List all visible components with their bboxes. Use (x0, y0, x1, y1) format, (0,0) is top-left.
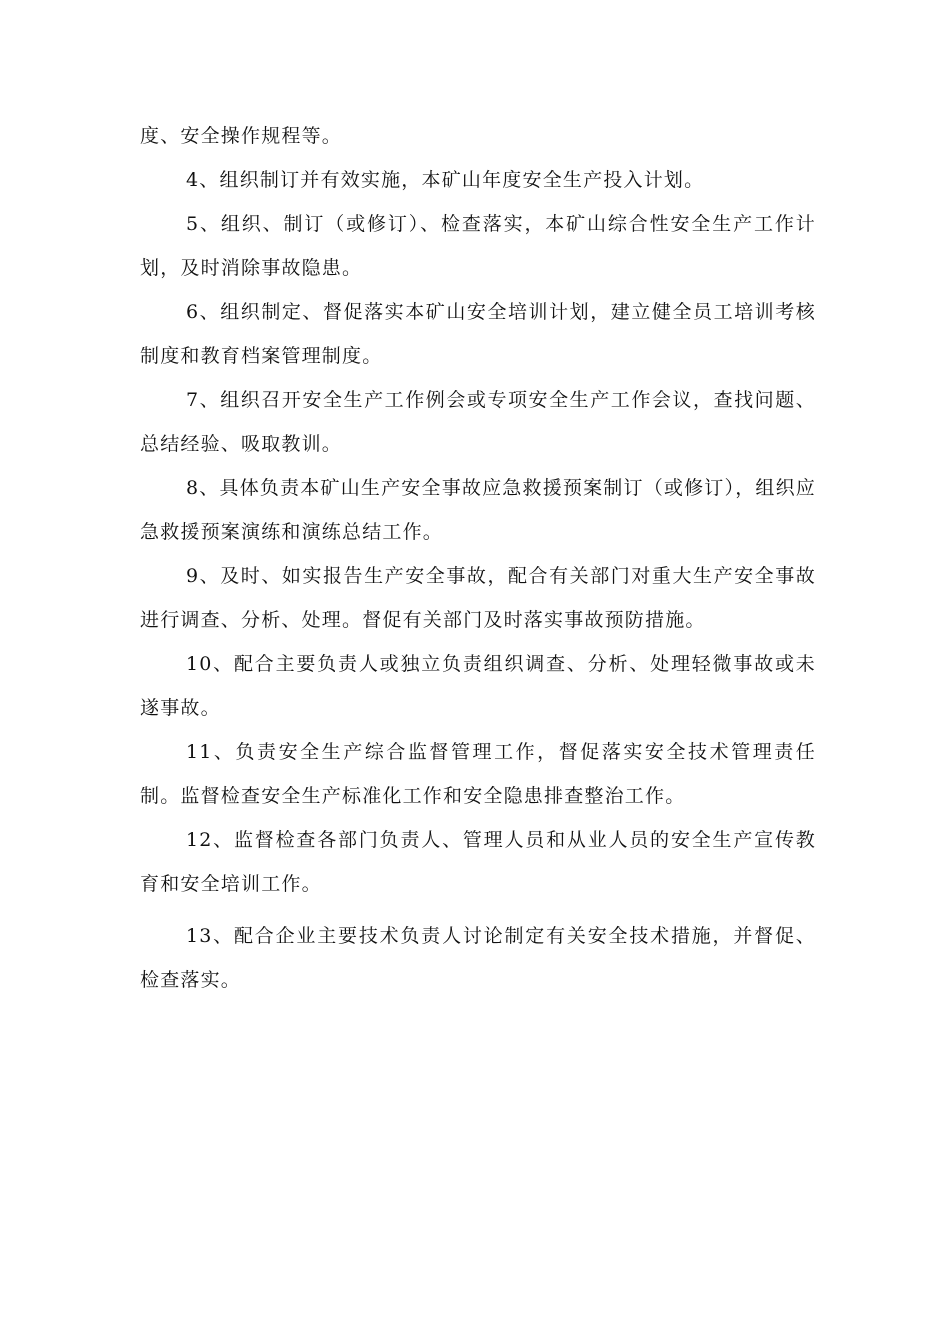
paragraph-continuation: 度、安全操作规程等。 (140, 125, 343, 147)
paragraph-item-13: 13、配合企业主要技术负责人讨论制定有关安全技术措施，并督促、检查落实。 (140, 925, 816, 991)
paragraph-item-5: 5、组织、制订（或修订）、检查落实，本矿山综合性安全生产工作计划，及时消除事故隐患。 (140, 213, 816, 279)
paragraph-item-10: 10、配合主要负责人或独立负责组织调查、分析、处理轻微事故或未遂事故。 (140, 653, 816, 719)
paragraph-item-12: 12、监督检查各部门负责人、管理人员和从业人员的安全生产宣传教育和安全培训工作。 (140, 829, 816, 895)
paragraph-item-4: 4、组织制订并有效实施，本矿山年度安全生产投入计划。 (186, 169, 705, 191)
paragraph-item-9: 9、及时、如实报告生产安全事故，配合有关部门对重大生产安全事故进行调查、分析、处理。督促有关部门及时落实事故预防措施。 (140, 565, 816, 631)
paragraph-item-11: 11、负责安全生产综合监督管理工作，督促落实安全技术管理责任制。监督检查安全生产标准化工作和安全隐患排查整治工作。 (140, 741, 816, 807)
paragraph-item-6: 6、组织制定、督促落实本矿山安全培训计划，建立健全员工培训考核制度和教育档案管理制度。 (140, 301, 816, 367)
paragraph-item-7: 7、组织召开安全生产工作例会或专项安全生产工作会议，查找问题、总结经验、吸取教训。 (140, 389, 816, 455)
document-body (140, 114, 816, 1002)
paragraph-item-8: 8、具体负责本矿山生产安全事故应急救援预案制订（或修订），组织应急救援预案演练和演练总结工作。 (140, 477, 816, 543)
